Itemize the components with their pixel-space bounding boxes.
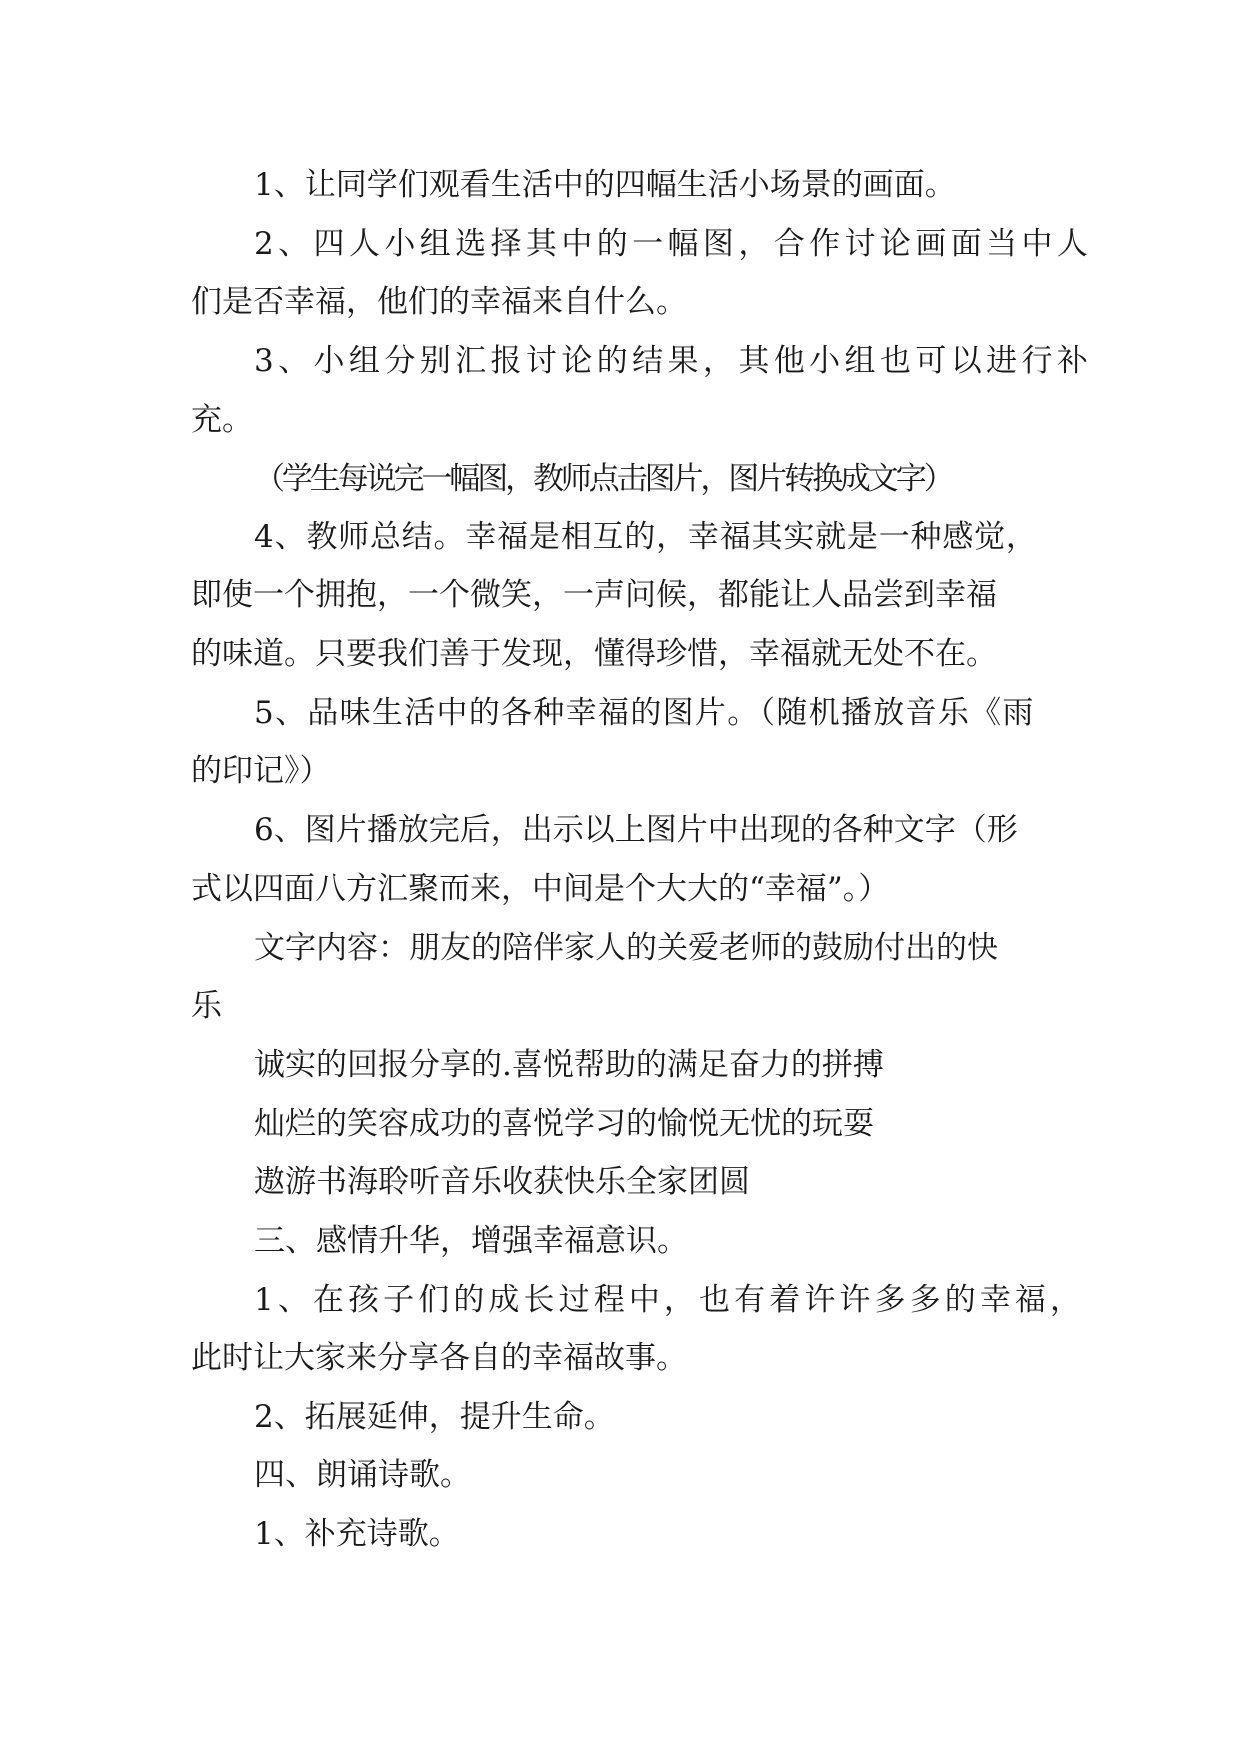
- paragraph-line: 2、四人小组选择其中的一幅图，合作讨论画面当中人: [254, 226, 1093, 262]
- paragraph-line: 此时让大家来分享各自的幸福故事。: [191, 1340, 687, 1376]
- paragraph-line: 三、感情升华，增强幸福意识。: [254, 1223, 688, 1259]
- paragraph-line: 3、小组分别汇报讨论的结果，其他小组也可以进行补: [254, 343, 1093, 379]
- paragraph-line: 4、教师总结。幸福是相互的，幸福其实就是一种感觉，: [254, 519, 1038, 555]
- paragraph-line: 的印记》）: [191, 753, 331, 789]
- paragraph-line: 5、品味生活中的各种幸福的图片。（随机播放音乐《雨: [254, 695, 1035, 731]
- paragraph-line: 灿烂的笑容成功的喜悦学习的愉悦无忧的玩耍: [254, 1106, 874, 1142]
- paragraph-line: 6、图片播放完后，出示以上图片中出现的各种文字（形: [254, 812, 1018, 848]
- paragraph-line: 充。: [191, 402, 253, 438]
- paragraph-line: 1、在孩子们的成长过程中，也有着许许多多的幸福，: [254, 1282, 1086, 1318]
- paragraph-line: 四、朗诵诗歌。: [254, 1457, 471, 1493]
- paragraph-line: 1、让同学们观看生活中的四幅生活小场景的画面。: [254, 167, 956, 203]
- paragraph-line: 的味道。只要我们善于发现，懂得珍惜，幸福就无处不在。: [191, 636, 997, 672]
- paragraph-line: 诚实的回报分享的.喜悦帮助的满足奋力的拼搏: [254, 1047, 884, 1083]
- paragraph-line: 1、补充诗歌。: [254, 1516, 460, 1552]
- paragraph-line: 遨游书海聆听音乐收获快乐全家团圆: [254, 1164, 750, 1200]
- paragraph-line: 们是否幸福，他们的幸福来自什么。: [191, 284, 687, 320]
- paragraph-line: 即使一个拥抱，一个微笑，一声问候，都能让人品尝到幸福: [191, 577, 997, 613]
- paragraph-line: （学生每说完一幅图，教师点击图片，图片转换成文字）: [254, 461, 952, 497]
- paragraph-line: 式以四面八方汇聚而来，中间是个大大的“幸福”。）: [191, 871, 890, 907]
- paragraph-line: 文字内容：朋友的陪伴家人的关爱老师的鼓励付出的快: [254, 930, 998, 966]
- paragraph-line: 乐: [191, 988, 222, 1024]
- paragraph-line: 2、拓展延伸，提升生命。: [254, 1399, 615, 1435]
